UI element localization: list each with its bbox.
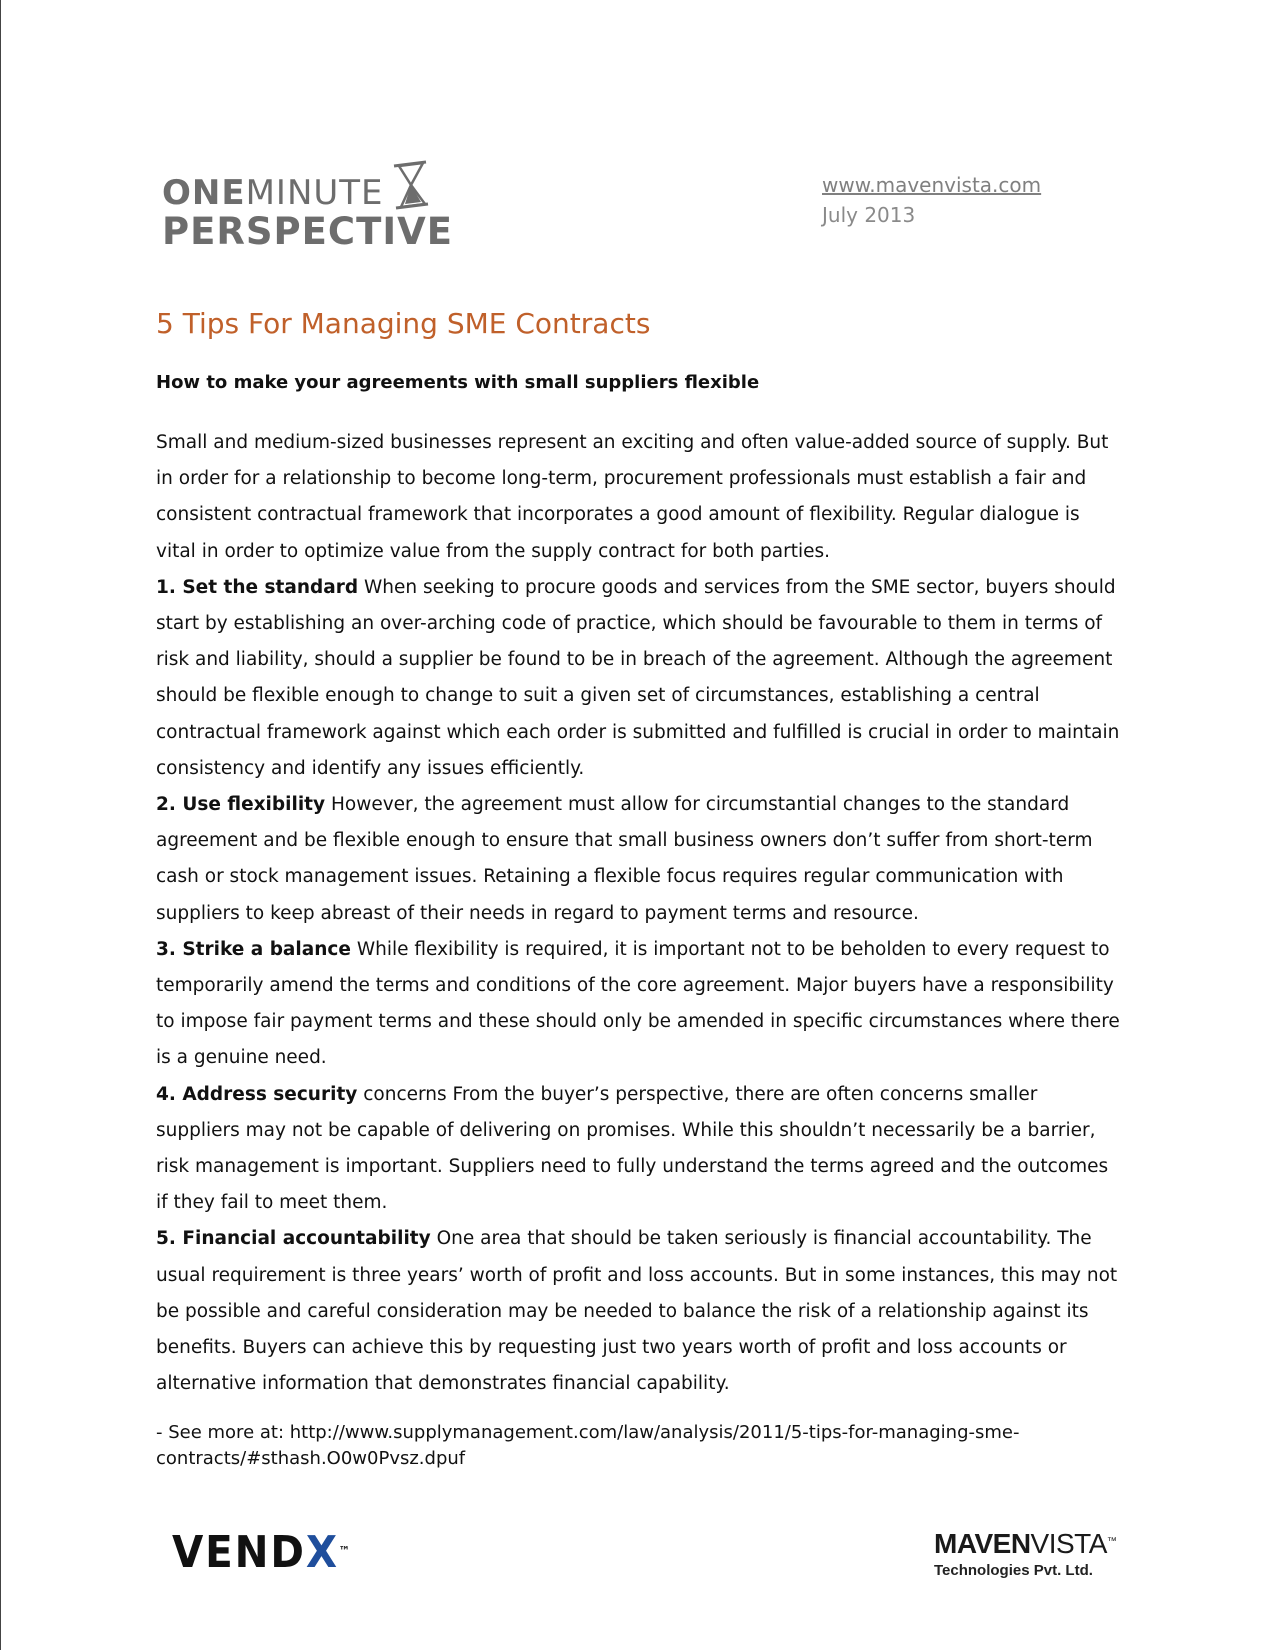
tip-2-text: However, the agreement must allow for circumstantial changes to the standard agreement and be flexible enough to ensure that small business owners don’t suffer from short-term cash or stock management issues. Retaining a flexible focus requires regular communication with suppliers to keep abreast of their needs in regard to payment terms and resource. <box>156 794 1093 924</box>
mavenvista-trademark: ™ <box>1106 1536 1117 1547</box>
website-link[interactable]: www.mavenvista.com <box>822 173 1042 197</box>
logo-word-perspective: PERSPECTIVE <box>162 210 453 253</box>
page-edge-line <box>0 0 1 1650</box>
mavenvista-name <box>934 1528 1134 1560</box>
article-subtitle: How to make your agreements with small suppliers flexible <box>156 372 760 393</box>
tip-4-text: concerns From the buyer’s perspective, there are often concerns smaller suppliers may not be capable of delivering on promises. While this shouldn’t necessarily be a barrier, risk management is important. Suppliers need to fully understand the terms agreed and the outcomes if they fail to meet them. <box>156 1083 1109 1214</box>
tip-2 <box>156 787 1121 932</box>
hourglass-icon <box>390 160 430 212</box>
logo-word-one: ONE <box>162 173 246 213</box>
article-title: 5 Tips For Managing SME Contracts <box>156 307 651 340</box>
vendx-trademark: ™ <box>338 1544 350 1558</box>
tip-3-heading: 3. Strike a balance <box>156 938 351 960</box>
intro-paragraph: Small and medium-sized businesses represent an exciting and often value-added source of supply. But in order for a relationship to become long-term, procurement professionals must establish a fair and consistent contractual framework that incorporates a good amount of flexibility. Regular dialogue is vital in order to optimize value from the supply contract for both parties. <box>156 432 1109 562</box>
one-minute-perspective-logo <box>162 160 452 260</box>
tip-2-heading: 2. Use flexibility <box>156 794 326 816</box>
tip-5-text: One area that should be taken seriously is financial accountability. The usual requirement is three years’ worth of profit and loss accounts. But in some instances, this may not be possible and careful consideration may be needed to balance the risk of a relationship against its benefits. Buyers can achieve this by requesting just two years worth of profit and loss accounts or alternative information that demonstrates financial capability. <box>156 1228 1118 1395</box>
see-more-source-link[interactable]: - See more at: http://www.supplymanagement.com/law/analysis/2011/5-tips-for-managing-sme-contracts/#sthash.O0w0Pvsz.dpuf <box>156 1422 1020 1469</box>
logo-word-minute: MINUTE <box>245 173 384 213</box>
vendx-logo <box>172 1528 350 1578</box>
vendx-logo-main: VEND <box>172 1527 306 1578</box>
mavenvista-light: VISTA <box>1030 1528 1107 1559</box>
mavenvista-logo <box>934 1528 1134 1580</box>
tip-4 <box>156 1077 1121 1222</box>
tip-5-heading: 5. Financial accountability <box>156 1228 431 1250</box>
logo-line-one <box>162 174 384 212</box>
article-body <box>156 425 1121 1402</box>
tip-5 <box>156 1221 1121 1402</box>
tip-1-text: When seeking to procure goods and services from the SME sector, buyers should start by establishing an over-arching code of practice, which should be favourable to them in terms of risk and liability, should a supplier be found to be in breach of the agreement. Although the agreement should be flexible enough to change to suit a given set of circumstances, establishing a central contractual framework against which each order is submitted and fulfilled is crucial in order to maintain consistency and identify any issues efficiently. <box>156 576 1120 779</box>
mavenvista-company-line: Technologies Pvt. Ltd. <box>934 1562 1093 1579</box>
publication-date: July 2013 <box>822 203 916 227</box>
tip-1 <box>156 570 1121 787</box>
tip-3 <box>156 932 1121 1077</box>
header-meta <box>822 170 1041 230</box>
mavenvista-bold: MAVEN <box>934 1528 1031 1559</box>
tip-4-heading: 4. Address security <box>156 1083 358 1105</box>
tip-3-text: While flexibility is required, it is important not to be beholden to every request to temporarily amend the terms and conditions of the core agreement. Major buyers have a responsibility to impose fair payment terms and these should only be amended in specific circumstances where there is a genuine need. <box>156 938 1120 1069</box>
tip-1-heading: 1. Set the standard <box>156 576 359 598</box>
vendx-logo-accent: X <box>305 1527 339 1578</box>
